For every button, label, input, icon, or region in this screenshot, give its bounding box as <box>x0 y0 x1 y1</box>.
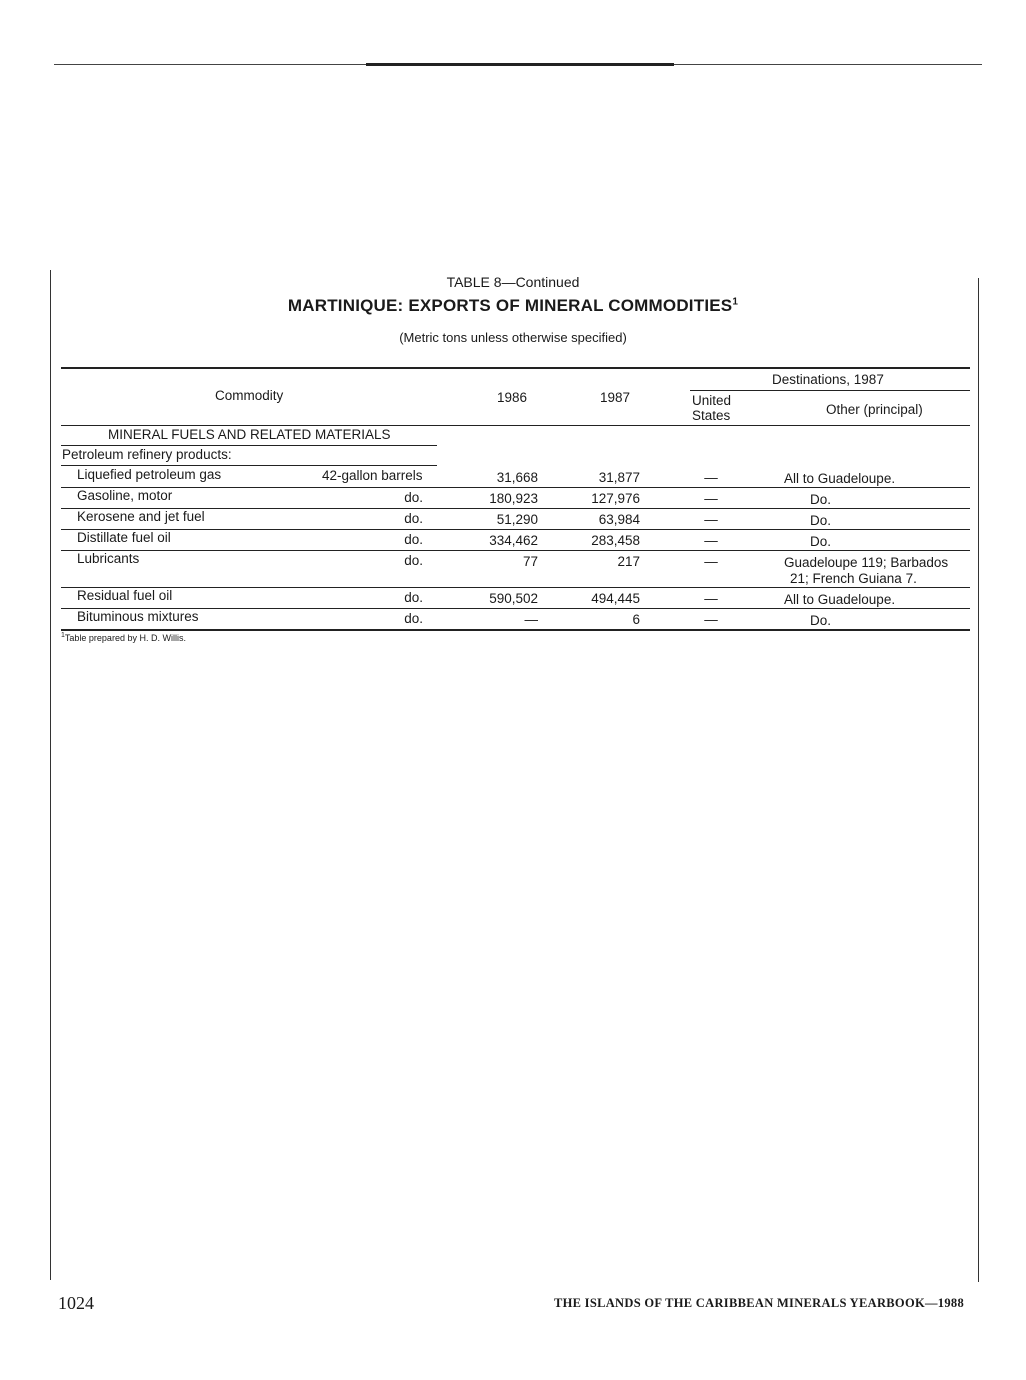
row-1986: 77 <box>522 554 538 569</box>
row-other: Do. <box>810 534 832 549</box>
table-subtitle: (Metric tons unless otherwise specified) <box>399 330 627 345</box>
header-united: United <box>692 393 732 408</box>
row-other: All to Guadeloupe. <box>784 592 896 607</box>
top-rule-thick <box>366 63 674 66</box>
row-us: — <box>704 470 718 485</box>
header-1987: 1987 <box>600 390 631 405</box>
header-destinations: Destinations, 1987 <box>772 372 884 387</box>
table-label: TABLE 8—Continued <box>446 274 580 290</box>
row-1986: 180,923 <box>489 491 538 506</box>
left-margin-line <box>50 270 51 1280</box>
row-1987: 63,984 <box>598 512 640 527</box>
header-commodity: Commodity <box>215 388 284 403</box>
row-commodity: Kerosene and jet fuel <box>77 509 205 524</box>
page-number: 1024 <box>58 1293 94 1313</box>
row-rule <box>61 587 970 588</box>
subsection-rule <box>61 465 437 466</box>
header-states: States <box>692 408 731 423</box>
header-1986: 1986 <box>497 390 528 405</box>
row-1987: 127,976 <box>591 491 640 506</box>
row-other: Guadeloupe 119; Barbados <box>784 555 949 570</box>
row-commodity: Residual fuel oil <box>77 588 173 603</box>
row-us: — <box>704 554 718 569</box>
row-1986: — <box>524 612 538 627</box>
row-1987: 283,458 <box>591 533 640 548</box>
row-other: Do. <box>810 513 832 528</box>
table-footnote: $^1$Table prepared by H. D. Willis. <box>61 632 186 643</box>
row-other: Do. <box>810 492 832 507</box>
header-other: Other (principal) <box>826 402 923 417</box>
row-1986: 31,668 <box>496 470 538 485</box>
row-unit: do. <box>404 590 423 605</box>
table-top-rule <box>61 367 970 369</box>
row-unit: do. <box>404 553 423 568</box>
row-rule <box>61 487 970 488</box>
row-unit: do. <box>404 511 423 526</box>
row-commodity: Distillate fuel oil <box>77 530 171 545</box>
row-rule <box>61 550 970 551</box>
row-commodity: Gasoline, motor <box>77 488 173 503</box>
row-1986: 590,502 <box>489 591 538 606</box>
row-unit: 42-gallon barrels <box>322 468 423 483</box>
section-rule <box>61 445 437 446</box>
row-other: Do. <box>810 613 832 628</box>
destinations-rule <box>690 390 970 391</box>
table-title: MARTINIQUE: EXPORTS OF MINERAL COMMODITIES$^1$ <box>287 296 739 315</box>
row-us: — <box>704 512 718 527</box>
row-1987: 494,445 <box>591 591 640 606</box>
row-1986: 51,290 <box>496 512 538 527</box>
header-bottom-rule <box>61 425 970 426</box>
row-commodity: Liquefied petroleum gas <box>77 467 222 482</box>
row-other-continued: 21; French Guiana 7. <box>790 571 917 586</box>
row-unit: do. <box>404 490 423 505</box>
row-unit: do. <box>404 611 423 626</box>
row-us: — <box>704 491 718 506</box>
row-commodity: Bituminous mixtures <box>77 609 199 624</box>
row-unit: do. <box>404 532 423 547</box>
row-rule <box>61 529 970 530</box>
row-1986: 334,462 <box>489 533 538 548</box>
right-margin-line <box>978 278 979 1282</box>
footnote-mark: 1 <box>61 632 65 639</box>
subsection-heading: Petroleum refinery products: <box>62 447 232 462</box>
row-us: — <box>704 612 718 627</box>
row-1987: 217 <box>617 554 640 569</box>
row-us: — <box>704 533 718 548</box>
table-bottom-rule <box>61 629 970 631</box>
row-other: All to Guadeloupe. <box>784 471 896 486</box>
row-commodity: Lubricants <box>77 551 140 566</box>
row-us: — <box>704 591 718 606</box>
row-1987: 6 <box>632 612 640 627</box>
section-heading: MINERAL FUELS AND RELATED MATERIALS <box>108 427 391 442</box>
title-footnote-mark: 1 <box>732 296 739 308</box>
row-1987: 31,877 <box>598 470 640 485</box>
running-title: THE ISLANDS OF THE CARIBBEAN MINERALS YEARBOOK—1988 <box>553 1296 964 1310</box>
